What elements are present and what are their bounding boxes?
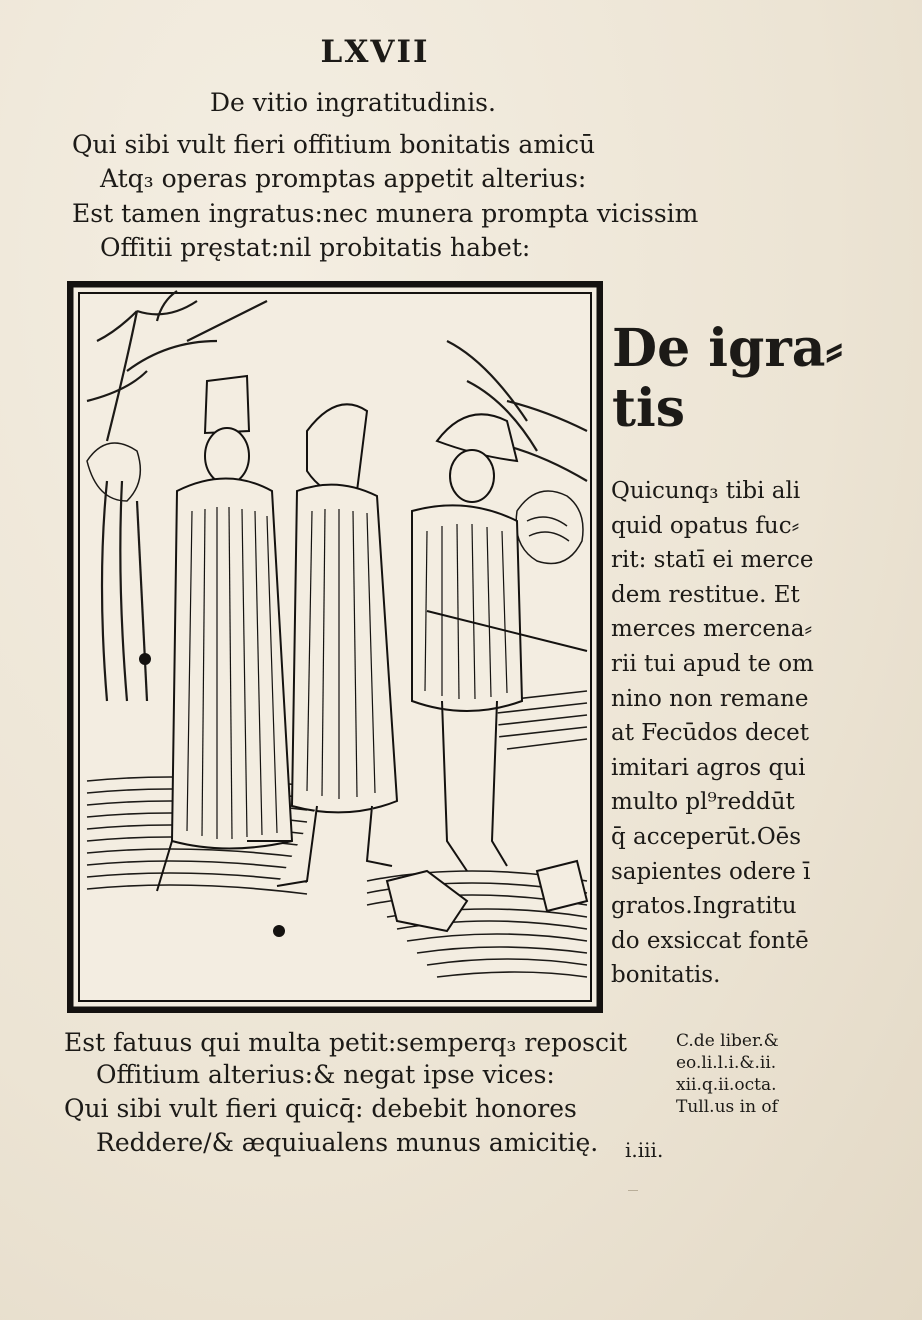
verse-line: Atq₃ operas promptas appetit alterius:: [100, 164, 587, 193]
side-prose-column: [611, 474, 814, 993]
bottom-verse-line: Est fatuus qui multa petit:semperq₃ reposcit: [64, 1028, 628, 1057]
verse-line: Est tamen ingratus:nec munera prompta vicissim: [72, 199, 699, 228]
paper-mark: [628, 1190, 638, 1191]
prose-line: do exsiccat fontē: [611, 927, 809, 954]
verse-line: Offitii pręstat:nil probitatis habet:: [100, 233, 531, 262]
bottom-verse-line: Offitium alterius:& negat ipse vices:: [96, 1060, 555, 1089]
prose-line: imitari agros qui: [611, 754, 806, 781]
gloss-line: eo.li.l.i.&.ii.: [676, 1053, 777, 1073]
prose-line: nino non remane: [611, 685, 809, 712]
prose-line: bonitatis.: [611, 962, 721, 989]
chapter-heading: De vitio ingratitudinis.: [210, 88, 496, 117]
verse-line: Qui sibi vult fieri offitium bonitatis amicū: [72, 130, 596, 159]
page-folio-number: LXVII: [320, 34, 430, 70]
prose-line: rit: statī ei merce: [611, 547, 814, 574]
prose-line: at Fecūdos decet: [611, 720, 810, 747]
gloss-line: i.iii.: [625, 1138, 664, 1162]
gloss-line: Tull.us in of: [676, 1097, 778, 1117]
prose-line: sapientes odere ī: [611, 858, 811, 885]
prose-line: multo pl⁹reddūt: [611, 789, 795, 816]
prose-line: quid opatus fuc⸗: [611, 512, 800, 539]
prose-line: q̄ acceperūt.Oēs: [611, 823, 802, 850]
side-title-line: De igra⸗: [612, 318, 843, 379]
prose-line: gratos.Ingratitu: [611, 893, 797, 920]
marginal-gloss: [676, 1030, 779, 1118]
bottom-verse-line: Qui sibi vult fieri quicq̄: debebit honores: [64, 1094, 577, 1123]
prose-line: merces mercena⸗: [611, 616, 813, 643]
prose-line: Quicunq₃ tibi ali: [611, 478, 801, 504]
prose-line: rii tui apud te om: [611, 650, 814, 677]
side-title-line: tis: [612, 378, 686, 439]
woodcut-illustration: [67, 281, 603, 1013]
prose-line: dem restitue. Et: [611, 581, 800, 608]
bottom-verse-line: Reddere/& æquiualens munus amicitię.: [96, 1128, 599, 1157]
gloss-line: C.de liber.&: [676, 1031, 779, 1051]
gloss-line: xii.q.ii.octa.: [676, 1075, 777, 1095]
